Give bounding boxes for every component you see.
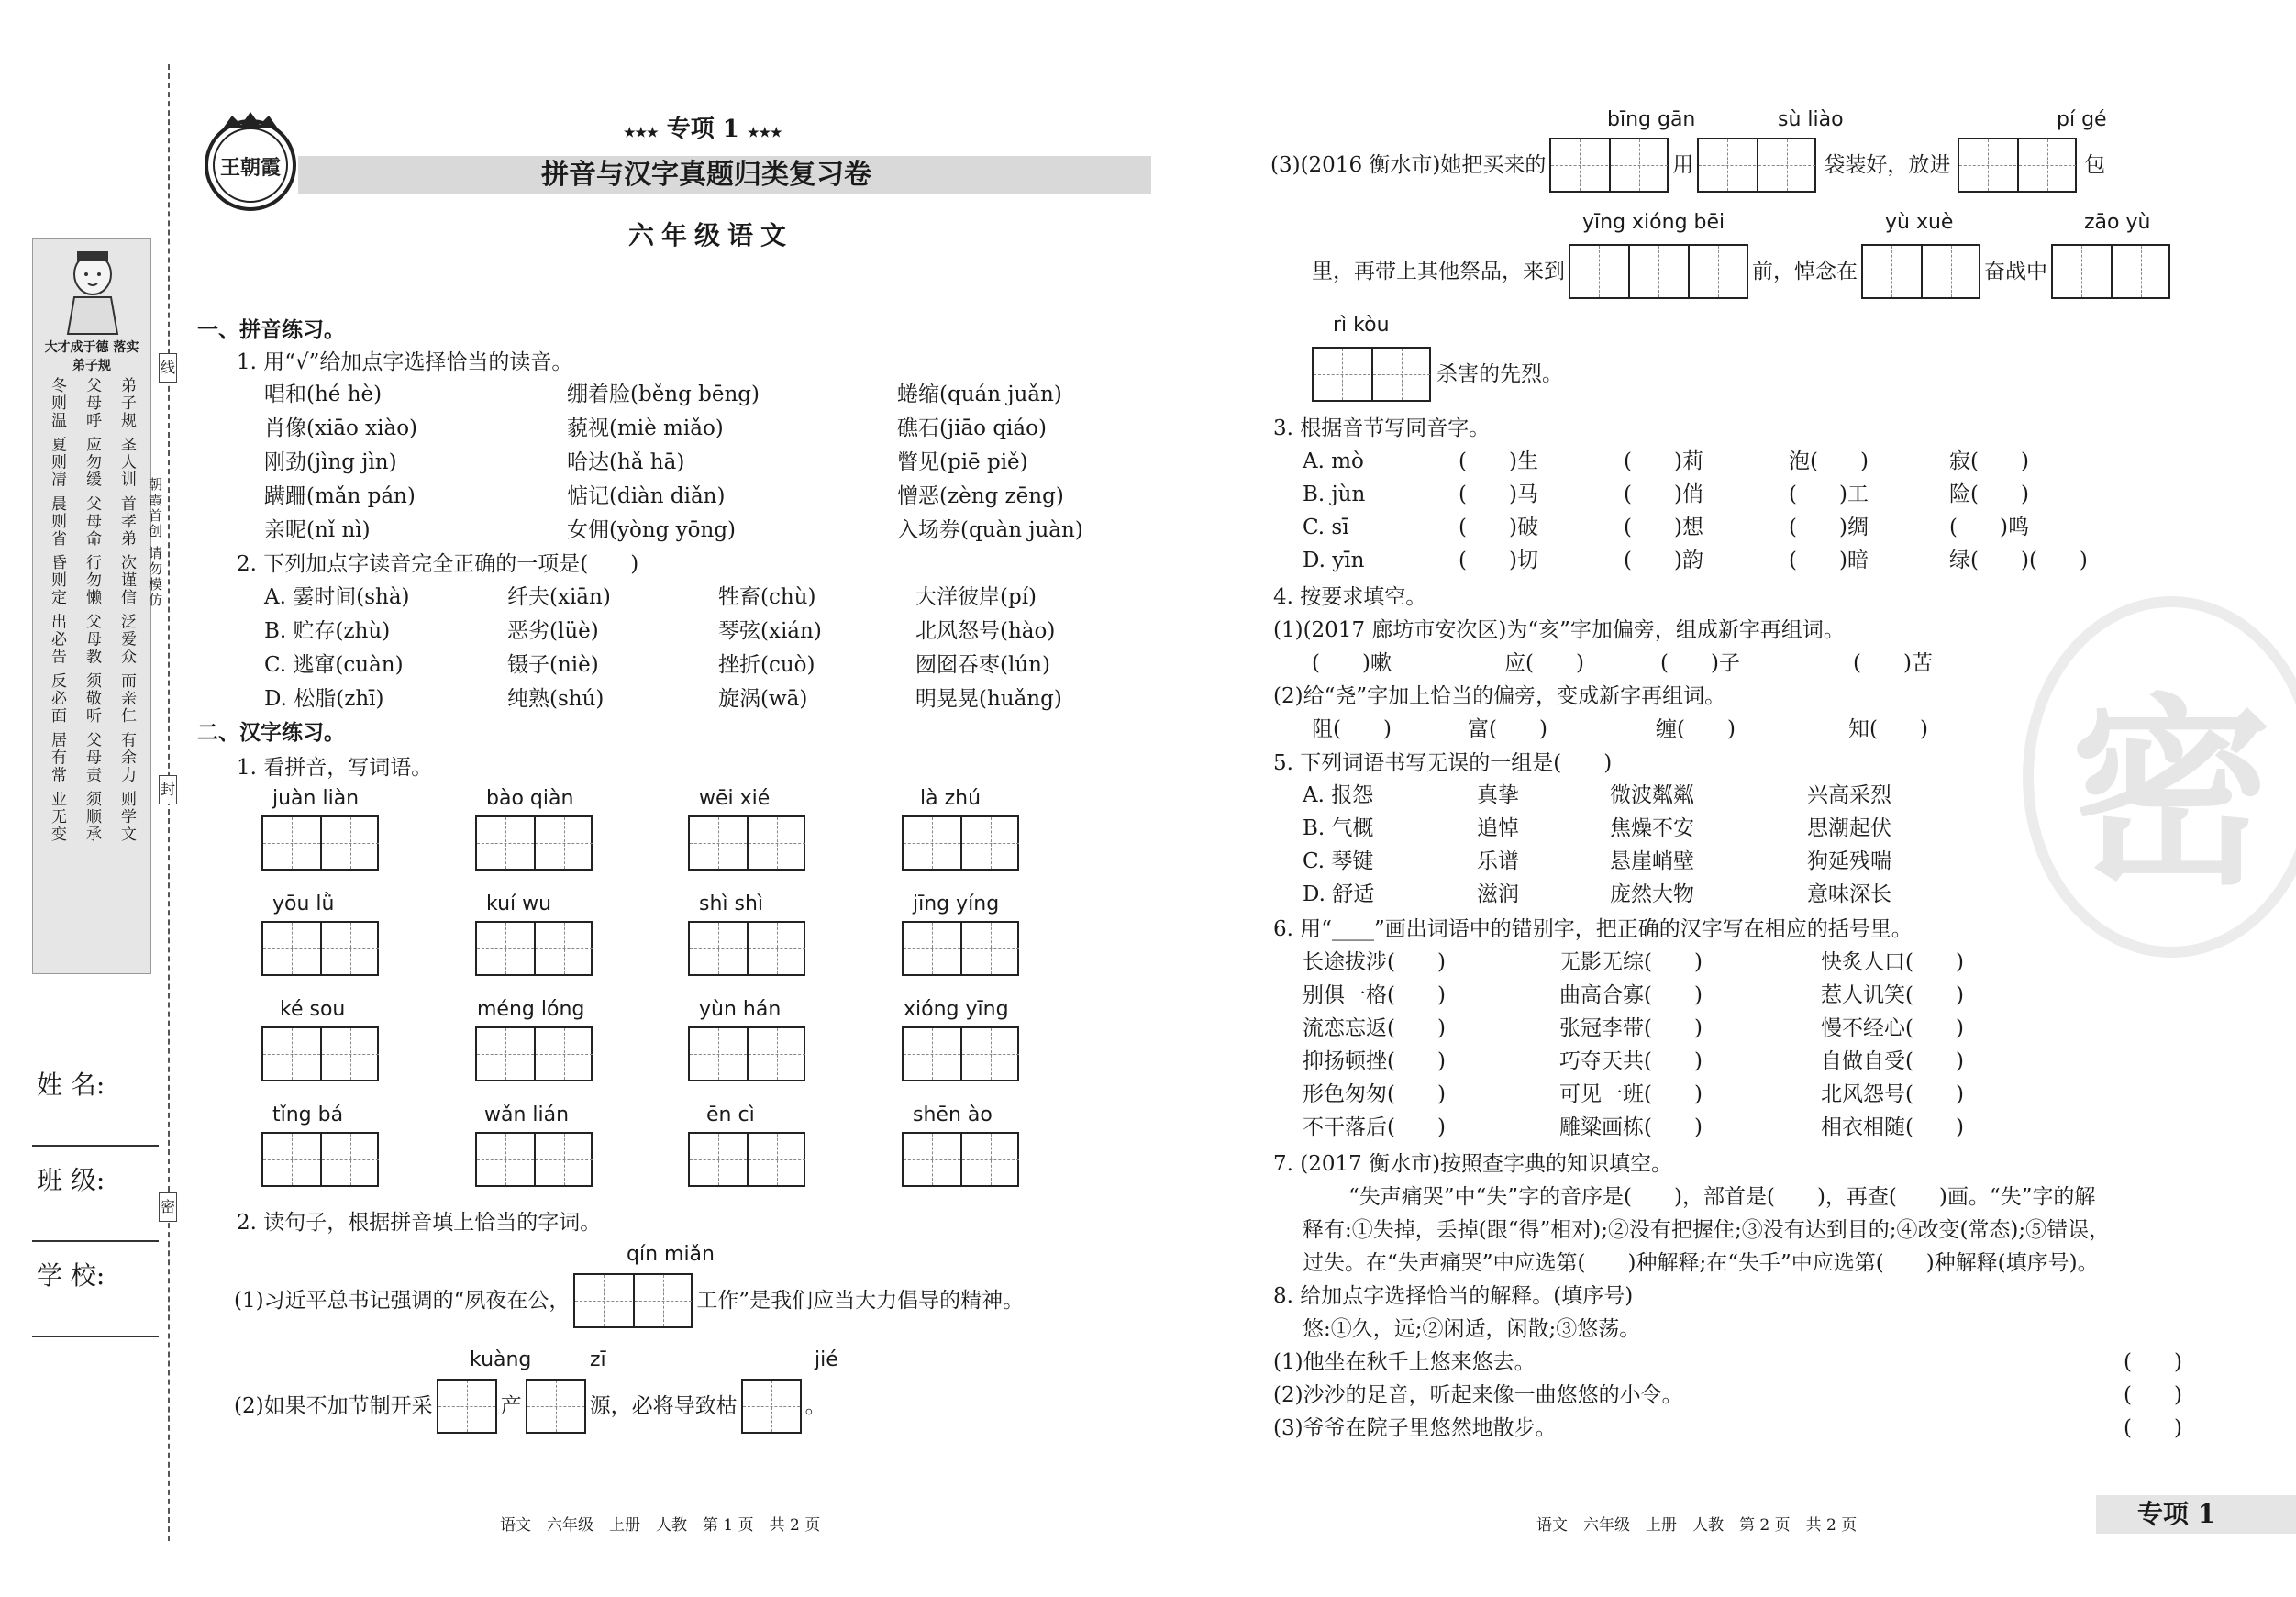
answer-box[interactable] [475, 921, 593, 976]
q5-options [1303, 782, 1891, 914]
q5-word: 狗延残喘 [1807, 849, 1891, 873]
pinyin-label: juàn liàn [272, 787, 360, 810]
q5-word: C. 琴键 [1303, 849, 1374, 873]
q1-item[interactable]: 唱和(hé hè) [264, 383, 383, 406]
q5-word: 乐谱 [1477, 849, 1519, 873]
s2q2-sentence3-line2 [1312, 244, 2174, 299]
q5-word: A. 报怨 [1303, 783, 1374, 807]
grid-item [688, 893, 805, 976]
q5-word: 庞然大物 [1610, 882, 1694, 906]
answer-box[interactable] [902, 815, 1019, 871]
q8-item: (1)他坐在秋千上悠来悠去。 [1273, 1350, 1536, 1374]
sidebar-rules [44, 377, 139, 955]
q1-item[interactable]: 女佣(yòng yōng) [567, 518, 737, 542]
sidebar-motto: 大才成于德 落实弟子规 [44, 340, 139, 373]
grid-item [261, 787, 379, 871]
pinyin-label: pí gé [2057, 108, 2107, 131]
q2-stem: 2. 下列加点字读音完全正确的一项是( ) [237, 552, 639, 576]
q1-item[interactable]: 藐视(miè miǎo) [567, 416, 724, 440]
name-field[interactable] [32, 1145, 159, 1147]
q5-option[interactable] [1303, 848, 1891, 881]
q4-stem: 4. 按要求填空。 [1273, 585, 1427, 609]
q2-word: 挫折(cuò) [718, 653, 815, 677]
q3-syllable: C. sī [1303, 516, 1349, 539]
q3-blank[interactable]: 险( ) [1949, 482, 2029, 506]
series-label [624, 116, 782, 147]
answer-box[interactable] [741, 1379, 802, 1434]
s2q2-sentence3-line3 [1312, 347, 1563, 402]
q5-word: 思潮起伏 [1807, 816, 1891, 840]
sentence-text: 工作”是我们应当大力倡导的精神。 [696, 1289, 1025, 1313]
s2q2-sentence1 [234, 1273, 1024, 1328]
grid-item [688, 998, 805, 1081]
q3-blank[interactable]: ( )生 [1459, 449, 1538, 473]
q6-item[interactable]: 雕粱画栋( ) [1559, 1115, 1703, 1139]
q5-word: 兴高采烈 [1807, 783, 1891, 807]
q6-item[interactable]: 无影无综( ) [1559, 950, 1703, 974]
q6-item[interactable]: 相衣相随( ) [1821, 1115, 1964, 1139]
q1-item[interactable]: 蹒跚(mǎn pán) [264, 484, 416, 508]
q2-option[interactable] [264, 583, 1126, 617]
q1-row [264, 381, 1126, 415]
q2-word: 琴弦(xián) [718, 619, 822, 643]
q1-item[interactable]: 惦记(diàn diǎn) [567, 484, 726, 508]
s2q2-sentence2 [234, 1379, 826, 1434]
answer-box[interactable] [902, 1132, 1019, 1187]
pinyin-label: jīng yíng [913, 893, 1000, 915]
mascot-scholar-icon [51, 247, 134, 338]
q8-item: (3)爷爷在院子里悠然地散步。 [1273, 1416, 1557, 1440]
answer-box[interactable] [2051, 244, 2170, 299]
q1-row [264, 516, 1126, 550]
grid-item [475, 1103, 593, 1187]
q3-row [1303, 481, 2088, 514]
q4-blank[interactable]: 阻( ) [1312, 717, 1392, 741]
q4-blank[interactable]: ( )子 [1660, 651, 1740, 675]
pinyin-label: sù liào [1778, 108, 1844, 131]
footer-tag: 专项 1 [2137, 1499, 2216, 1529]
q5-option[interactable] [1303, 782, 1891, 815]
q1-row [264, 449, 1126, 482]
answer-box[interactable] [902, 1026, 1019, 1081]
q1-item[interactable]: 刚劲(jìng jìn) [264, 450, 397, 474]
q2-option[interactable] [264, 651, 1126, 685]
pinyin-label: wēi xié [699, 787, 771, 810]
q2-word: 纯熟(shú) [507, 687, 605, 711]
answer-box[interactable] [475, 1132, 593, 1187]
q2-options [264, 583, 1126, 719]
q5-word: 真挚 [1477, 783, 1519, 807]
q6-item[interactable]: 抑扬顿挫( ) [1303, 1049, 1446, 1073]
q4-blank[interactable]: 知( ) [1848, 717, 1928, 741]
q2-word: 明晃晃(huǎng) [915, 687, 1062, 711]
q5-word: B. 气概 [1303, 816, 1374, 840]
pinyin-label: yōu lǜ [272, 893, 335, 915]
q8-stem: 8. 给加点字选择恰当的解释。(填序号) [1273, 1284, 1634, 1308]
q5-word: D. 舒适 [1303, 882, 1375, 906]
secret-stamp-icon [2023, 596, 2296, 958]
pinyin-label: zāo yù [2084, 211, 2151, 234]
school-label: 学 校: [37, 1260, 105, 1291]
q6-item[interactable]: 长途拔涉( ) [1303, 950, 1446, 974]
answer-box[interactable] [261, 815, 379, 871]
q2-word: A. 霎时间(shà) [264, 585, 410, 609]
q1-item[interactable]: 入场券(quàn juàn) [897, 518, 1083, 542]
q3-blank[interactable]: ( )韵 [1624, 549, 1703, 572]
q6-item[interactable]: 自做自受( ) [1821, 1049, 1964, 1073]
pinyin-label: yù xuè [1885, 211, 1954, 234]
sentence-text: 产 [500, 1394, 522, 1418]
q2-word: 镊子(niè) [507, 653, 599, 677]
q5-word: 悬崖峭壁 [1610, 849, 1694, 873]
star-icon: ★★★ [624, 126, 659, 140]
q6-item[interactable]: 张冠李带( ) [1559, 1016, 1703, 1040]
page-title: 拼音与汉字真题归类复习卷 [541, 159, 871, 191]
sentence-text: 杀害的先烈。 [1436, 362, 1563, 386]
sidebar-panel [32, 238, 151, 974]
pinyin-label: là zhú [920, 787, 982, 810]
answer-box[interactable] [688, 1132, 805, 1187]
q6-row [1303, 1048, 1964, 1081]
q4-part1-items [1312, 649, 1933, 677]
answer-box[interactable] [1312, 347, 1431, 402]
q8-answer-paren[interactable]: ( ) [2124, 1416, 2182, 1440]
pinyin-label: bào qiàn [486, 787, 574, 810]
pinyin-label: ké sou [280, 998, 346, 1021]
q8-item: (2)沙沙的足音，听起来像一曲悠悠的小令。 [1273, 1383, 1683, 1407]
q5-option[interactable] [1303, 815, 1891, 848]
answer-box[interactable] [475, 815, 593, 871]
page-subtitle: 六年级语文 [628, 220, 794, 250]
sentence-text: 源，必将导致枯 [589, 1394, 738, 1418]
q4-blank[interactable]: ( )嗽 [1312, 651, 1392, 675]
q2-word: C. 逃窜(cuàn) [264, 653, 404, 677]
q4-part2: (2)给“尧”字加上恰当的偏旁，变成新字再组词。 [1273, 684, 1726, 708]
q3-row [1303, 547, 2088, 580]
section2-title: 二、汉字练习。 [197, 720, 345, 745]
sentence-text: 袋装好，放进 [1824, 153, 1951, 177]
pinyin-label: zī [590, 1348, 606, 1371]
q6-item[interactable]: 快炙人口( ) [1821, 950, 1964, 974]
q5-word: 追悼 [1477, 816, 1519, 840]
q6-item[interactable]: 不干落后( ) [1303, 1115, 1446, 1139]
q5-word: 滋润 [1477, 882, 1519, 906]
grid-item [688, 787, 805, 871]
pinyin-label: méng lóng [477, 998, 585, 1021]
q6-row [1303, 1015, 1964, 1048]
q3-row [1303, 448, 2088, 481]
q2-word: 大洋彼岸(pí) [915, 585, 1037, 609]
name-label: 姓 名: [37, 1070, 105, 1100]
pinyin-label: jié [815, 1348, 838, 1371]
grid-item [902, 893, 1019, 976]
s2q2-sentence3-line1 [1270, 138, 2105, 193]
q1-item[interactable]: 蜷缩(quán juǎn) [897, 383, 1062, 406]
q3-blank[interactable]: ( )鸣 [1949, 516, 2029, 539]
q5-stem: 5. 下列词语书写无误的一组是( ) [1273, 751, 1613, 775]
q5-option[interactable] [1303, 881, 1891, 914]
q6-item[interactable]: 流恋忘返( ) [1303, 1016, 1446, 1040]
sentence-text: 包 [2084, 153, 2106, 177]
school-field[interactable] [32, 1336, 159, 1337]
q6-row [1303, 981, 1964, 1015]
fold-mark-seal: 封 [159, 775, 177, 804]
q6-item[interactable]: 慢不经心( ) [1821, 1016, 1964, 1040]
sentence-text: 奋战中 [1984, 260, 2047, 283]
fold-mark-line: 线 [159, 353, 177, 383]
q2-option[interactable] [264, 685, 1126, 719]
q4-blank[interactable]: ( )苦 [1853, 651, 1933, 675]
q3-blank[interactable]: ( )暗 [1789, 549, 1869, 572]
q2-option[interactable] [264, 617, 1126, 651]
q1-item[interactable]: 肖像(xiāo xiào) [264, 416, 418, 440]
q6-rows [1303, 948, 1964, 1147]
q3-blank[interactable]: 寂( ) [1949, 449, 2029, 473]
q3-syllable: B. jùn [1303, 482, 1366, 506]
series-text: 专项 1 [666, 116, 739, 143]
q1-row [264, 415, 1126, 449]
footer-right: 语文 六年级 上册 人教 第 2 页 共 2 页 [1536, 1516, 1858, 1535]
answer-box[interactable] [573, 1273, 693, 1328]
section1-title: 一、拼音练习。 [197, 317, 345, 342]
q2-word: 北风怒号(hào) [915, 619, 1056, 643]
answer-box[interactable] [261, 921, 379, 976]
q2-word: 恶劣(lüè) [507, 619, 599, 643]
pinyin-label: shì shì [699, 893, 764, 915]
answer-box[interactable] [1569, 244, 1748, 299]
q3-blank[interactable]: 泡( ) [1789, 449, 1869, 473]
q6-row [1303, 1081, 1964, 1114]
sentence-text: (2)如果不加节制开采 [234, 1394, 433, 1418]
answer-box[interactable] [1697, 138, 1816, 193]
answer-box[interactable] [1549, 138, 1669, 193]
q5-word: 意味深长 [1807, 882, 1891, 906]
answer-box[interactable] [475, 1026, 593, 1081]
q1-item[interactable]: 哈达(hǎ hā) [567, 450, 685, 474]
answer-box[interactable] [688, 1026, 805, 1081]
answer-box[interactable] [1861, 244, 1980, 299]
q5-word: 微波粼粼 [1610, 783, 1694, 807]
q4-blank[interactable]: 缠( ) [1656, 717, 1736, 741]
pinyin-label: tǐng bá [272, 1103, 344, 1126]
pinyin-label: ēn cì [706, 1103, 755, 1126]
answer-box[interactable] [261, 1026, 379, 1081]
q3-blank[interactable]: ( )破 [1459, 516, 1538, 539]
answer-box[interactable] [261, 1132, 379, 1187]
watermark-text: 密 [2069, 677, 2272, 912]
answer-box[interactable] [1958, 138, 2077, 193]
grid-item [261, 998, 379, 1081]
q3-blank[interactable]: 绿( )( ) [1949, 549, 2088, 572]
q1-item[interactable]: 亲昵(nǐ nì) [264, 518, 371, 542]
q3-row [1303, 514, 2088, 547]
q6-item[interactable]: 形色匆匆( ) [1303, 1082, 1446, 1106]
q3-blank[interactable]: ( )工 [1789, 482, 1869, 506]
q2-word: D. 松脂(zhī) [264, 687, 384, 711]
q7-line2: 释有:①失掉，丢掉(跟“得”相对);②没有把握住;③没有达到目的;④改变(常态);⑤错误， [1303, 1218, 2111, 1242]
sentence-text: 里，再带上其他祭品，来到 [1312, 260, 1565, 283]
q8-answer-paren[interactable]: ( ) [2124, 1383, 2182, 1407]
rules-column: 弟子规 圣人训 首孝弟 次谨信 泛爱众 而亲仁 有余力 则学文 [117, 377, 136, 843]
q6-item[interactable]: 别俱一格( ) [1303, 983, 1446, 1007]
q1-row [264, 482, 1126, 516]
q7-stem: 7. (2017 衡水市)按照查字典的知识填空。 [1273, 1152, 1673, 1176]
pinyin-label: kuàng [470, 1348, 532, 1371]
pinyin-label: xióng yīng [904, 998, 1009, 1021]
q5-word: 焦燥不安 [1610, 816, 1694, 840]
pinyin-label: wǎn lián [484, 1103, 570, 1126]
q3-stem: 3. 根据音节写同音字。 [1273, 416, 1491, 440]
footer-left: 语文 六年级 上册 人教 第 1 页 共 2 页 [500, 1516, 821, 1535]
margin-note: 朝霞首创 请勿模仿 [147, 477, 163, 608]
q6-item[interactable]: 巧夺天共( ) [1559, 1049, 1703, 1073]
grid-item [261, 1103, 379, 1187]
q2-word: 囫囵吞枣(lún) [915, 653, 1050, 677]
q6-item[interactable]: 曲高合寡( ) [1559, 983, 1703, 1007]
answer-box[interactable] [688, 815, 805, 871]
q3-blank[interactable]: ( )绸 [1789, 516, 1869, 539]
grid-item [902, 1103, 1019, 1187]
q3-blank[interactable]: ( )切 [1459, 549, 1538, 572]
grid-item [902, 998, 1019, 1081]
grid-item [688, 1103, 805, 1187]
s2q1-stem: 1. 看拼音，写词语。 [237, 756, 433, 780]
class-field[interactable] [32, 1240, 159, 1242]
q6-row [1303, 948, 1964, 981]
grid-item [475, 787, 593, 871]
q2-word: B. 贮存(zhù) [264, 619, 391, 643]
q6-item[interactable]: 惹人讥笑( ) [1821, 983, 1964, 1007]
q1-item[interactable]: 憎恶(zèng zēng) [897, 484, 1064, 508]
sentence-text: (3)(2016 衡水市)她把买来的 [1270, 153, 1547, 177]
star-icon: ★★★ [747, 126, 782, 140]
q6-item[interactable]: 北风怨号( ) [1821, 1082, 1964, 1106]
grid-item [902, 787, 1019, 871]
q4-blank[interactable]: 应( ) [1504, 651, 1584, 675]
q6-item[interactable]: 可见一班( ) [1559, 1082, 1703, 1106]
pinyin-grid [261, 787, 1115, 1209]
q1-stem: 1. 用“√”给加点字选择恰当的读音。 [237, 350, 573, 374]
q2-word: 牲畜(chù) [718, 585, 816, 609]
q1-rows [264, 381, 1126, 550]
answer-box[interactable] [688, 921, 805, 976]
q4-blank[interactable]: 富( ) [1468, 717, 1547, 741]
sentence-text: (1)习近平总书记强调的“夙夜在公， [234, 1289, 571, 1313]
fold-mark-secret: 密 [159, 1192, 177, 1222]
pinyin-label: kuí wu [486, 893, 552, 915]
sentence-text: 。 [804, 1394, 826, 1418]
q1-item[interactable]: 礁石(jiāo qiáo) [897, 416, 1047, 440]
q6-stem: 6. 用“____”画出词语中的错别字，把正确的汉字写在相应的括号里。 [1273, 917, 1913, 941]
q3-syllable: A. mò [1303, 449, 1364, 473]
sentence-text: 用 [1672, 153, 1694, 177]
q1-item[interactable]: 瞥见(piē piě) [897, 450, 1028, 474]
sentence-text: 前，悼念在 [1752, 260, 1858, 283]
pinyin-label: yīng xióng bēi [1582, 211, 1725, 234]
brand-logo [191, 108, 310, 214]
q2-word: 纤夫(xiān) [507, 585, 611, 609]
q2-word: 旋涡(wā) [718, 687, 808, 711]
answer-box[interactable] [902, 921, 1019, 976]
pinyin-label: yùn hán [699, 998, 782, 1021]
q3-blank[interactable]: ( )俏 [1624, 482, 1703, 506]
q4-part2-items [1312, 715, 1928, 743]
q3-blank[interactable]: ( )莉 [1624, 449, 1703, 473]
logo-text: 王朝霞 [219, 156, 282, 180]
class-label: 班 级: [37, 1165, 105, 1195]
q3-syllable: D. yīn [1303, 549, 1365, 572]
grid-item [475, 893, 593, 976]
pinyin-label: qín miǎn [627, 1243, 715, 1266]
q7-line3[interactable]: 过失。在“失声痛哭”中应选第( )种解释;在“失手”中应选第( )种解释(填序号)。 [1303, 1251, 2099, 1275]
s2q2-stem: 2. 读句子，根据拼音填上恰当的字词。 [237, 1211, 602, 1235]
q8-definition: 悠:①久，远;②闲适，闲散;③悠荡。 [1303, 1317, 1641, 1341]
rules-column: 父母呼 应勿缓 父母命 行勿懒 父母教 须敬听 父母责 须顺承 [83, 377, 101, 843]
rules-column: 冬则温 夏则凊 晨则省 昏则定 出必告 反必面 居有常 业无变 [48, 377, 66, 843]
pinyin-label: rì kòu [1333, 314, 1390, 337]
pinyin-label: bīng gān [1607, 108, 1696, 131]
q7-line1[interactable]: “失声痛哭”中“失”字的音序是( )，部首是( )，再查( )画。“失”字的解 [1348, 1185, 2096, 1209]
answer-box[interactable] [526, 1379, 586, 1434]
q3-rows [1303, 448, 2088, 580]
q3-blank[interactable]: ( )想 [1624, 516, 1703, 539]
answer-box[interactable] [437, 1379, 497, 1434]
grid-item [261, 893, 379, 976]
q4-part1: (1)(2017 廊坊市安次区)为“亥”字加偏旁，组成新字再组词。 [1273, 618, 1845, 642]
q8-answer-paren[interactable]: ( ) [2124, 1350, 2182, 1374]
grid-item [475, 998, 593, 1081]
q3-blank[interactable]: ( )马 [1459, 482, 1538, 506]
q1-item[interactable]: 绷着脸(běng bēng) [567, 383, 760, 406]
pinyin-label: shēn ào [913, 1103, 993, 1126]
q6-row [1303, 1114, 1964, 1147]
